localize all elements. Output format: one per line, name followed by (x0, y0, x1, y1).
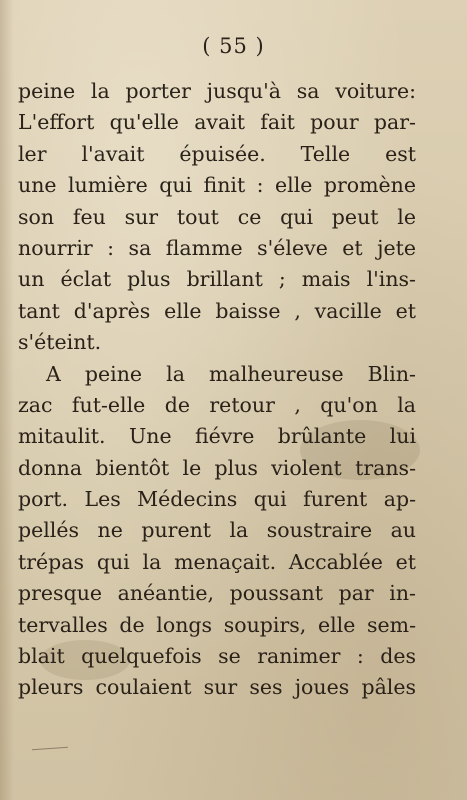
body-text (18, 76, 416, 704)
pen-mark (32, 747, 68, 751)
text-line: presque anéantie, poussant par in- (18, 581, 416, 606)
text-line: peine la porter jusqu'à sa voiture: (18, 79, 416, 103)
text-line: un éclat plus brillant ; mais l'ins- (18, 267, 416, 292)
text-line: donna bientôt le plus violent trans- (18, 455, 416, 480)
page-number: ( 55 ) (202, 34, 265, 58)
text-line: zac fut-elle de retour , qu'on la (18, 392, 416, 417)
text-line: une lumière qui finit : elle promène (18, 173, 416, 198)
text-line: trépas qui la menaçait. Accablée et (18, 549, 416, 574)
text-line: L'effort qu'elle avait fait pour par- (18, 110, 416, 135)
text-line: A peine la malheureuse Blin- (46, 361, 416, 386)
text-line: nourrir : sa flamme s'éleve et jete (18, 235, 416, 260)
text-line: tant d'après elle baisse , vacille et (18, 298, 416, 323)
text-line: tervalles de longs soupirs, elle sem- (18, 612, 416, 637)
text-line: s'éteint. (18, 330, 102, 355)
text-line: port. Les Médecins qui furent ap- (18, 487, 416, 512)
text-line: pellés ne purent la soustraire au (18, 518, 416, 543)
text-line: blait quelquefois se ranimer : des (18, 644, 416, 669)
text-line: mitaulit. Une fiévre brûlante lui (18, 424, 416, 449)
text-line: ler l'avait épuisée. Telle est (18, 141, 416, 166)
text-line: pleurs coulaient sur ses joues pâles (18, 675, 416, 700)
text-line: son feu sur tout ce qui peut le (18, 204, 416, 229)
